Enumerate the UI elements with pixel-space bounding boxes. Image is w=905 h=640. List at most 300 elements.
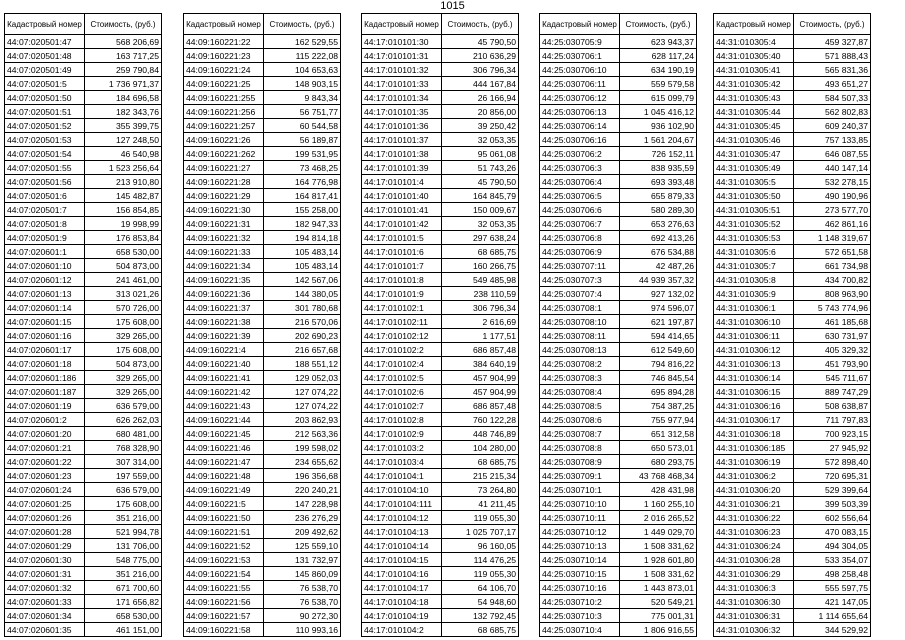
- cadastral-number-cell: 44:25:030707:11: [540, 259, 620, 273]
- cadastral-number-cell: 44:09:160221:52: [184, 539, 264, 553]
- cadastral-number-cell: 44:09:160221:51: [184, 525, 264, 539]
- table-row: [540, 623, 697, 637]
- table-row: [5, 623, 162, 637]
- cost-cell: 132 792,45: [442, 609, 519, 623]
- cost-cell: 794 816,22: [620, 357, 697, 371]
- table-row: [540, 301, 697, 315]
- table-row: [540, 399, 697, 413]
- cost-cell: 462 861,16: [794, 217, 871, 231]
- cost-cell: 498 258,48: [794, 567, 871, 581]
- cost-cell: 68 685,75: [442, 455, 519, 469]
- cost-cell: 2 616,69: [442, 315, 519, 329]
- table-row: [714, 63, 871, 77]
- cadastral-table-4: [539, 13, 697, 637]
- table-row: [714, 91, 871, 105]
- cadastral-number-cell: 44:09:160221:55: [184, 581, 264, 595]
- cadastral-number-cell: 44:09:160221:39: [184, 329, 264, 343]
- cadastral-number-cell: 44:17:010102:2: [362, 343, 442, 357]
- table-row: [714, 203, 871, 217]
- cadastral-number-cell: 44:25:030708:3: [540, 371, 620, 385]
- table-row: [184, 455, 341, 469]
- cost-cell: 570 726,00: [85, 301, 162, 315]
- cost-cell: 199 598,02: [264, 441, 341, 455]
- table-row: [714, 147, 871, 161]
- table-row: [5, 371, 162, 385]
- table-row: [540, 469, 697, 483]
- table-row: [362, 259, 519, 273]
- table-row: [540, 427, 697, 441]
- cadastral-number-cell: 44:07:020601:34: [5, 609, 85, 623]
- table-row: [714, 301, 871, 315]
- cost-cell: 626 262,03: [85, 413, 162, 427]
- cadastral-number-cell: 44:25:030708:1: [540, 301, 620, 315]
- cost-header: Стоимость, (руб.): [620, 14, 697, 35]
- cadastral-number-cell: 44:31:010306:17: [714, 413, 794, 427]
- cadastral-number-cell: 44:31:010306:10: [714, 315, 794, 329]
- cost-cell: 163 717,25: [85, 49, 162, 63]
- cadastral-number-cell: 44:09:160221:32: [184, 231, 264, 245]
- table-row: [540, 609, 697, 623]
- cadastral-table-5: [713, 13, 871, 637]
- cost-cell: 1 160 255,10: [620, 497, 697, 511]
- cadastral-number-cell: 44:07:020601:19: [5, 399, 85, 413]
- cadastral-number-cell: 44:07:020601:14: [5, 301, 85, 315]
- cost-cell: 700 923,15: [794, 427, 871, 441]
- cadastral-number-cell: 44:17:010101:38: [362, 147, 442, 161]
- cadastral-number-cell: 44:09:160221:256: [184, 105, 264, 119]
- cost-cell: 43 768 468,34: [620, 469, 697, 483]
- table-row: [362, 469, 519, 483]
- cost-cell: 142 567,06: [264, 273, 341, 287]
- cadastral-number-cell: 44:07:020601:16: [5, 329, 85, 343]
- cadastral-number-cell: 44:17:010104:17: [362, 581, 442, 595]
- table-row: [184, 175, 341, 189]
- cadastral-number-cell: 44:17:010104:14: [362, 539, 442, 553]
- table-row: [184, 273, 341, 287]
- cost-cell: 313 021,26: [85, 287, 162, 301]
- cadastral-number-cell: 44:31:010306:16: [714, 399, 794, 413]
- cost-cell: 532 278,15: [794, 175, 871, 189]
- cost-cell: 125 559,10: [264, 539, 341, 553]
- table-row: [362, 91, 519, 105]
- cost-cell: 145 860,09: [264, 567, 341, 581]
- cadastral-number-cell: 44:09:160221:28: [184, 175, 264, 189]
- cadastral-number-cell: 44:09:160221:30: [184, 203, 264, 217]
- table-row: [184, 119, 341, 133]
- cost-cell: 686 857,48: [442, 399, 519, 413]
- cost-cell: 160 266,75: [442, 259, 519, 273]
- cadastral-number-header: Кадастровый номер: [540, 14, 620, 35]
- table-row: [362, 413, 519, 427]
- cadastral-number-cell: 44:31:010306:22: [714, 511, 794, 525]
- table-row: [5, 203, 162, 217]
- cadastral-number-cell: 44:17:010101:4: [362, 175, 442, 189]
- table-row: [714, 511, 871, 525]
- cadastral-number-cell: 44:25:030707:3: [540, 273, 620, 287]
- table-row: [184, 105, 341, 119]
- table-row: [540, 357, 697, 371]
- cost-cell: 216 657,68: [264, 343, 341, 357]
- cost-cell: 1 177,51: [442, 329, 519, 343]
- cadastral-number-cell: 44:31:010305:4: [714, 35, 794, 49]
- table-row: [540, 77, 697, 91]
- cadastral-number-cell: 44:07:020501:7: [5, 203, 85, 217]
- cadastral-number-cell: 44:25:030710:12: [540, 525, 620, 539]
- cost-cell: 655 879,33: [620, 189, 697, 203]
- table-row: [362, 329, 519, 343]
- cadastral-number-cell: 44:31:010305:51: [714, 203, 794, 217]
- cost-cell: 568 206,69: [85, 35, 162, 49]
- cadastral-number-cell: 44:17:010101:39: [362, 161, 442, 175]
- table-row: [540, 259, 697, 273]
- cost-cell: 609 240,37: [794, 119, 871, 133]
- cost-cell: 661 734,98: [794, 259, 871, 273]
- cost-cell: 676 534,88: [620, 245, 697, 259]
- cost-cell: 1 114 655,64: [794, 609, 871, 623]
- table-row: [362, 623, 519, 637]
- cost-cell: 145 482,87: [85, 189, 162, 203]
- cost-cell: 162 529,55: [264, 35, 341, 49]
- cadastral-number-cell: 44:09:160221:35: [184, 273, 264, 287]
- cadastral-number-cell: 44:31:010305:8: [714, 273, 794, 287]
- table-row: [362, 357, 519, 371]
- cadastral-number-cell: 44:31:010306:32: [714, 623, 794, 637]
- cost-cell: 1 736 971,37: [85, 77, 162, 91]
- cadastral-number-cell: 44:25:030710:13: [540, 539, 620, 553]
- cost-cell: 5 743 774,96: [794, 301, 871, 315]
- cost-cell: 1 045 416,12: [620, 105, 697, 119]
- table-row: [714, 35, 871, 49]
- cost-cell: 44 939 357,32: [620, 273, 697, 287]
- table-row: [184, 301, 341, 315]
- cadastral-number-cell: 44:31:010305:9: [714, 287, 794, 301]
- table-row: [184, 217, 341, 231]
- cost-cell: 182 947,33: [264, 217, 341, 231]
- cost-cell: 56 751,77: [264, 105, 341, 119]
- table-row: [5, 175, 162, 189]
- cadastral-table-2: [183, 13, 341, 637]
- cadastral-number-cell: 44:09:160221:4: [184, 343, 264, 357]
- cadastral-number-cell: 44:07:020501:55: [5, 161, 85, 175]
- cadastral-number-cell: 44:07:020501:8: [5, 217, 85, 231]
- cost-cell: 212 563,36: [264, 427, 341, 441]
- cost-cell: 215 215,34: [442, 469, 519, 483]
- table-row: [5, 119, 162, 133]
- cadastral-number-header: Кадастровый номер: [5, 14, 85, 35]
- cadastral-number-cell: 44:07:020601:18: [5, 357, 85, 371]
- cost-cell: 197 559,00: [85, 469, 162, 483]
- table-row: [362, 203, 519, 217]
- cadastral-number-cell: 44:17:010101:30: [362, 35, 442, 49]
- cost-cell: 548 775,00: [85, 553, 162, 567]
- table-row: [362, 539, 519, 553]
- table-row: [362, 119, 519, 133]
- table-row: [184, 287, 341, 301]
- cost-cell: 76 538,70: [264, 581, 341, 595]
- cost-cell: 384 640,19: [442, 357, 519, 371]
- cost-cell: 202 690,23: [264, 329, 341, 343]
- cadastral-number-cell: 44:25:030710:1: [540, 483, 620, 497]
- table-row: [184, 147, 341, 161]
- cost-cell: 927 132,02: [620, 287, 697, 301]
- cadastral-number-cell: 44:07:020601:1: [5, 245, 85, 259]
- cadastral-number-cell: 44:09:160221:255: [184, 91, 264, 105]
- cost-cell: 754 387,25: [620, 399, 697, 413]
- cost-cell: 73 264,80: [442, 483, 519, 497]
- cadastral-number-cell: 44:07:020601:30: [5, 553, 85, 567]
- table-row: [714, 189, 871, 203]
- table-row: [714, 329, 871, 343]
- table-row: [362, 245, 519, 259]
- table-row: [5, 273, 162, 287]
- cadastral-number-cell: 44:07:020601:26: [5, 511, 85, 525]
- cost-cell: 1 928 601,80: [620, 553, 697, 567]
- table-row: [714, 315, 871, 329]
- table-row: [540, 147, 697, 161]
- table-row: [5, 581, 162, 595]
- cost-cell: 236 276,29: [264, 511, 341, 525]
- cadastral-number-cell: 44:17:010101:41: [362, 203, 442, 217]
- cadastral-number-cell: 44:07:020501:52: [5, 119, 85, 133]
- table-row: [714, 441, 871, 455]
- cost-cell: 26 166,94: [442, 91, 519, 105]
- cost-cell: 565 831,36: [794, 63, 871, 77]
- table-row: [362, 595, 519, 609]
- table-row: [362, 147, 519, 161]
- cost-cell: 131 732,97: [264, 553, 341, 567]
- table-row: [184, 161, 341, 175]
- cadastral-number-cell: 44:17:010101:34: [362, 91, 442, 105]
- cadastral-number-cell: 44:09:160221:54: [184, 567, 264, 581]
- cost-cell: 448 746,89: [442, 427, 519, 441]
- cadastral-number-cell: 44:09:160221:41: [184, 371, 264, 385]
- cost-cell: 184 696,58: [85, 91, 162, 105]
- cadastral-number-cell: 44:25:030710:4: [540, 623, 620, 637]
- table-row: [362, 77, 519, 91]
- cost-cell: 127 074,22: [264, 399, 341, 413]
- cost-cell: 105 483,14: [264, 245, 341, 259]
- cadastral-number-cell: 44:25:030705:9: [540, 35, 620, 49]
- cost-cell: 457 904,99: [442, 385, 519, 399]
- cadastral-number-cell: 44:07:020601:22: [5, 455, 85, 469]
- table-row: [714, 77, 871, 91]
- cadastral-number-cell: 44:31:010306:1: [714, 301, 794, 315]
- table-row: [714, 175, 871, 189]
- cadastral-number-cell: 44:17:010103:4: [362, 455, 442, 469]
- table-row: [714, 399, 871, 413]
- cadastral-number-cell: 44:07:020601:33: [5, 595, 85, 609]
- cadastral-number-cell: 44:17:010104:16: [362, 567, 442, 581]
- cost-cell: 1 523 256,64: [85, 161, 162, 175]
- cost-cell: 9 843,34: [264, 91, 341, 105]
- table-row: [184, 35, 341, 49]
- cost-cell: 746 845,54: [620, 371, 697, 385]
- cost-header: Стоимость, (руб.): [442, 14, 519, 35]
- cadastral-number-cell: 44:31:010305:42: [714, 77, 794, 91]
- cost-cell: 1 449 029,70: [620, 525, 697, 539]
- table-row: [184, 567, 341, 581]
- cadastral-number-cell: 44:31:010306:23: [714, 525, 794, 539]
- table-row: [5, 259, 162, 273]
- table-row: [184, 343, 341, 357]
- cadastral-number-cell: 44:31:010305:52: [714, 217, 794, 231]
- cadastral-number-cell: 44:17:010102:12: [362, 329, 442, 343]
- cadastral-table-1: [4, 13, 162, 637]
- cost-cell: 188 551,12: [264, 357, 341, 371]
- table-row: [714, 427, 871, 441]
- table-row: [362, 161, 519, 175]
- table-row: [714, 609, 871, 623]
- cost-cell: 127 248,50: [85, 133, 162, 147]
- cost-cell: 171 656,82: [85, 595, 162, 609]
- cost-cell: 156 854,85: [85, 203, 162, 217]
- cadastral-number-cell: 44:17:010101:5: [362, 231, 442, 245]
- cadastral-number-cell: 44:31:010306:18: [714, 427, 794, 441]
- cadastral-number-header: Кадастровый номер: [184, 14, 264, 35]
- cost-cell: 196 356,68: [264, 469, 341, 483]
- cost-cell: 636 579,00: [85, 483, 162, 497]
- table-row: [540, 49, 697, 63]
- cost-cell: 428 431,98: [620, 483, 697, 497]
- cadastral-number-cell: 44:31:010305:50: [714, 189, 794, 203]
- cadastral-number-cell: 44:31:010305:46: [714, 133, 794, 147]
- cadastral-number-cell: 44:09:160221:46: [184, 441, 264, 455]
- cost-cell: 355 399,75: [85, 119, 162, 133]
- cost-cell: 238 110,59: [442, 287, 519, 301]
- cadastral-number-cell: 44:07:020601:32: [5, 581, 85, 595]
- cost-cell: 838 935,59: [620, 161, 697, 175]
- cost-cell: 755 977,94: [620, 413, 697, 427]
- cost-cell: 273 577,70: [794, 203, 871, 217]
- cadastral-number-cell: 44:31:010306:13: [714, 357, 794, 371]
- table-row: [362, 231, 519, 245]
- cost-cell: 658 530,00: [85, 245, 162, 259]
- table-row: [540, 63, 697, 77]
- cadastral-number-cell: 44:09:160221:53: [184, 553, 264, 567]
- cadastral-number-cell: 44:17:010101:8: [362, 273, 442, 287]
- cadastral-number-cell: 44:17:010102:4: [362, 357, 442, 371]
- cadastral-number-cell: 44:07:020501:9: [5, 231, 85, 245]
- cadastral-number-cell: 44:17:010101:35: [362, 105, 442, 119]
- table-row: [5, 385, 162, 399]
- cost-cell: 451 793,90: [794, 357, 871, 371]
- table-row: [184, 371, 341, 385]
- table-row: [184, 483, 341, 497]
- cost-cell: 504 873,00: [85, 259, 162, 273]
- cadastral-number-cell: 44:09:160221:37: [184, 301, 264, 315]
- cadastral-number-cell: 44:09:160221:47: [184, 455, 264, 469]
- cadastral-table-3: [361, 13, 519, 637]
- cadastral-number-cell: 44:07:020601:21: [5, 441, 85, 455]
- table-row: [714, 553, 871, 567]
- cadastral-number-cell: 44:17:010104:15: [362, 553, 442, 567]
- table-row: [540, 231, 697, 245]
- cost-cell: 90 272,30: [264, 609, 341, 623]
- cost-cell: 220 240,21: [264, 483, 341, 497]
- table-row: [184, 77, 341, 91]
- cost-header: Стоимость, (руб.): [794, 14, 871, 35]
- cost-cell: 234 655,62: [264, 455, 341, 469]
- cadastral-number-cell: 44:31:010305:45: [714, 119, 794, 133]
- table-row: [184, 539, 341, 553]
- table-row: [5, 427, 162, 441]
- cost-cell: 434 700,82: [794, 273, 871, 287]
- cost-cell: 46 540,98: [85, 147, 162, 161]
- table-row: [184, 427, 341, 441]
- cadastral-number-cell: 44:07:020601:31: [5, 567, 85, 581]
- cost-cell: 54 948,60: [442, 595, 519, 609]
- cost-cell: 1 508 331,62: [620, 567, 697, 581]
- cadastral-number-cell: 44:07:020601:24: [5, 483, 85, 497]
- table-row: [184, 441, 341, 455]
- cadastral-number-cell: 44:07:020501:53: [5, 133, 85, 147]
- table-row: [540, 133, 697, 147]
- cost-cell: 444 167,84: [442, 77, 519, 91]
- cadastral-number-cell: 44:09:160221:48: [184, 469, 264, 483]
- table-row: [540, 413, 697, 427]
- table-row: [184, 203, 341, 217]
- cost-cell: 147 228,98: [264, 497, 341, 511]
- cadastral-number-cell: 44:25:030710:11: [540, 511, 620, 525]
- cadastral-number-cell: 44:07:020501:48: [5, 49, 85, 63]
- table-row: [5, 77, 162, 91]
- table-row: [714, 133, 871, 147]
- cost-cell: 1 148 319,67: [794, 231, 871, 245]
- cadastral-number-cell: 44:09:160221:42: [184, 385, 264, 399]
- cadastral-number-cell: 44:07:020501:49: [5, 63, 85, 77]
- table-row: [184, 245, 341, 259]
- table-row: [184, 189, 341, 203]
- table-row: [362, 35, 519, 49]
- cadastral-number-header: Кадастровый номер: [362, 14, 442, 35]
- table-row: [362, 525, 519, 539]
- table-row: [540, 371, 697, 385]
- table-row: [5, 105, 162, 119]
- cadastral-number-cell: 44:09:160221:34: [184, 259, 264, 273]
- cost-cell: 623 943,37: [620, 35, 697, 49]
- cadastral-number-cell: 44:09:160221:27: [184, 161, 264, 175]
- cadastral-number-cell: 44:25:030706:8: [540, 231, 620, 245]
- cadastral-number-cell: 44:25:030706:2: [540, 147, 620, 161]
- cost-cell: 650 573,01: [620, 441, 697, 455]
- cadastral-number-cell: 44:17:010104:10: [362, 483, 442, 497]
- cost-cell: 1 443 873,01: [620, 581, 697, 595]
- cost-cell: 32 053,35: [442, 133, 519, 147]
- cadastral-number-cell: 44:25:030710:14: [540, 553, 620, 567]
- table-row: [714, 161, 871, 175]
- table-row: [362, 553, 519, 567]
- cadastral-number-cell: 44:17:010101:36: [362, 119, 442, 133]
- cost-cell: 164 845,79: [442, 189, 519, 203]
- table-row: [362, 343, 519, 357]
- cadastral-number-cell: 44:09:160221:23: [184, 49, 264, 63]
- cadastral-number-cell: 44:09:160221:5: [184, 497, 264, 511]
- table-row: [362, 455, 519, 469]
- cost-cell: 329 265,00: [85, 329, 162, 343]
- table-row: [362, 315, 519, 329]
- cost-cell: 68 685,75: [442, 245, 519, 259]
- cost-cell: 131 706,00: [85, 539, 162, 553]
- table-row: [184, 497, 341, 511]
- cadastral-number-cell: 44:07:020501:50: [5, 91, 85, 105]
- cost-cell: 549 485,98: [442, 273, 519, 287]
- table-row: [184, 49, 341, 63]
- cost-cell: 150 009,67: [442, 203, 519, 217]
- table-row: [714, 217, 871, 231]
- cadastral-number-cell: 44:25:030708:10: [540, 315, 620, 329]
- cost-cell: 493 651,27: [794, 77, 871, 91]
- cost-cell: 693 393,48: [620, 175, 697, 189]
